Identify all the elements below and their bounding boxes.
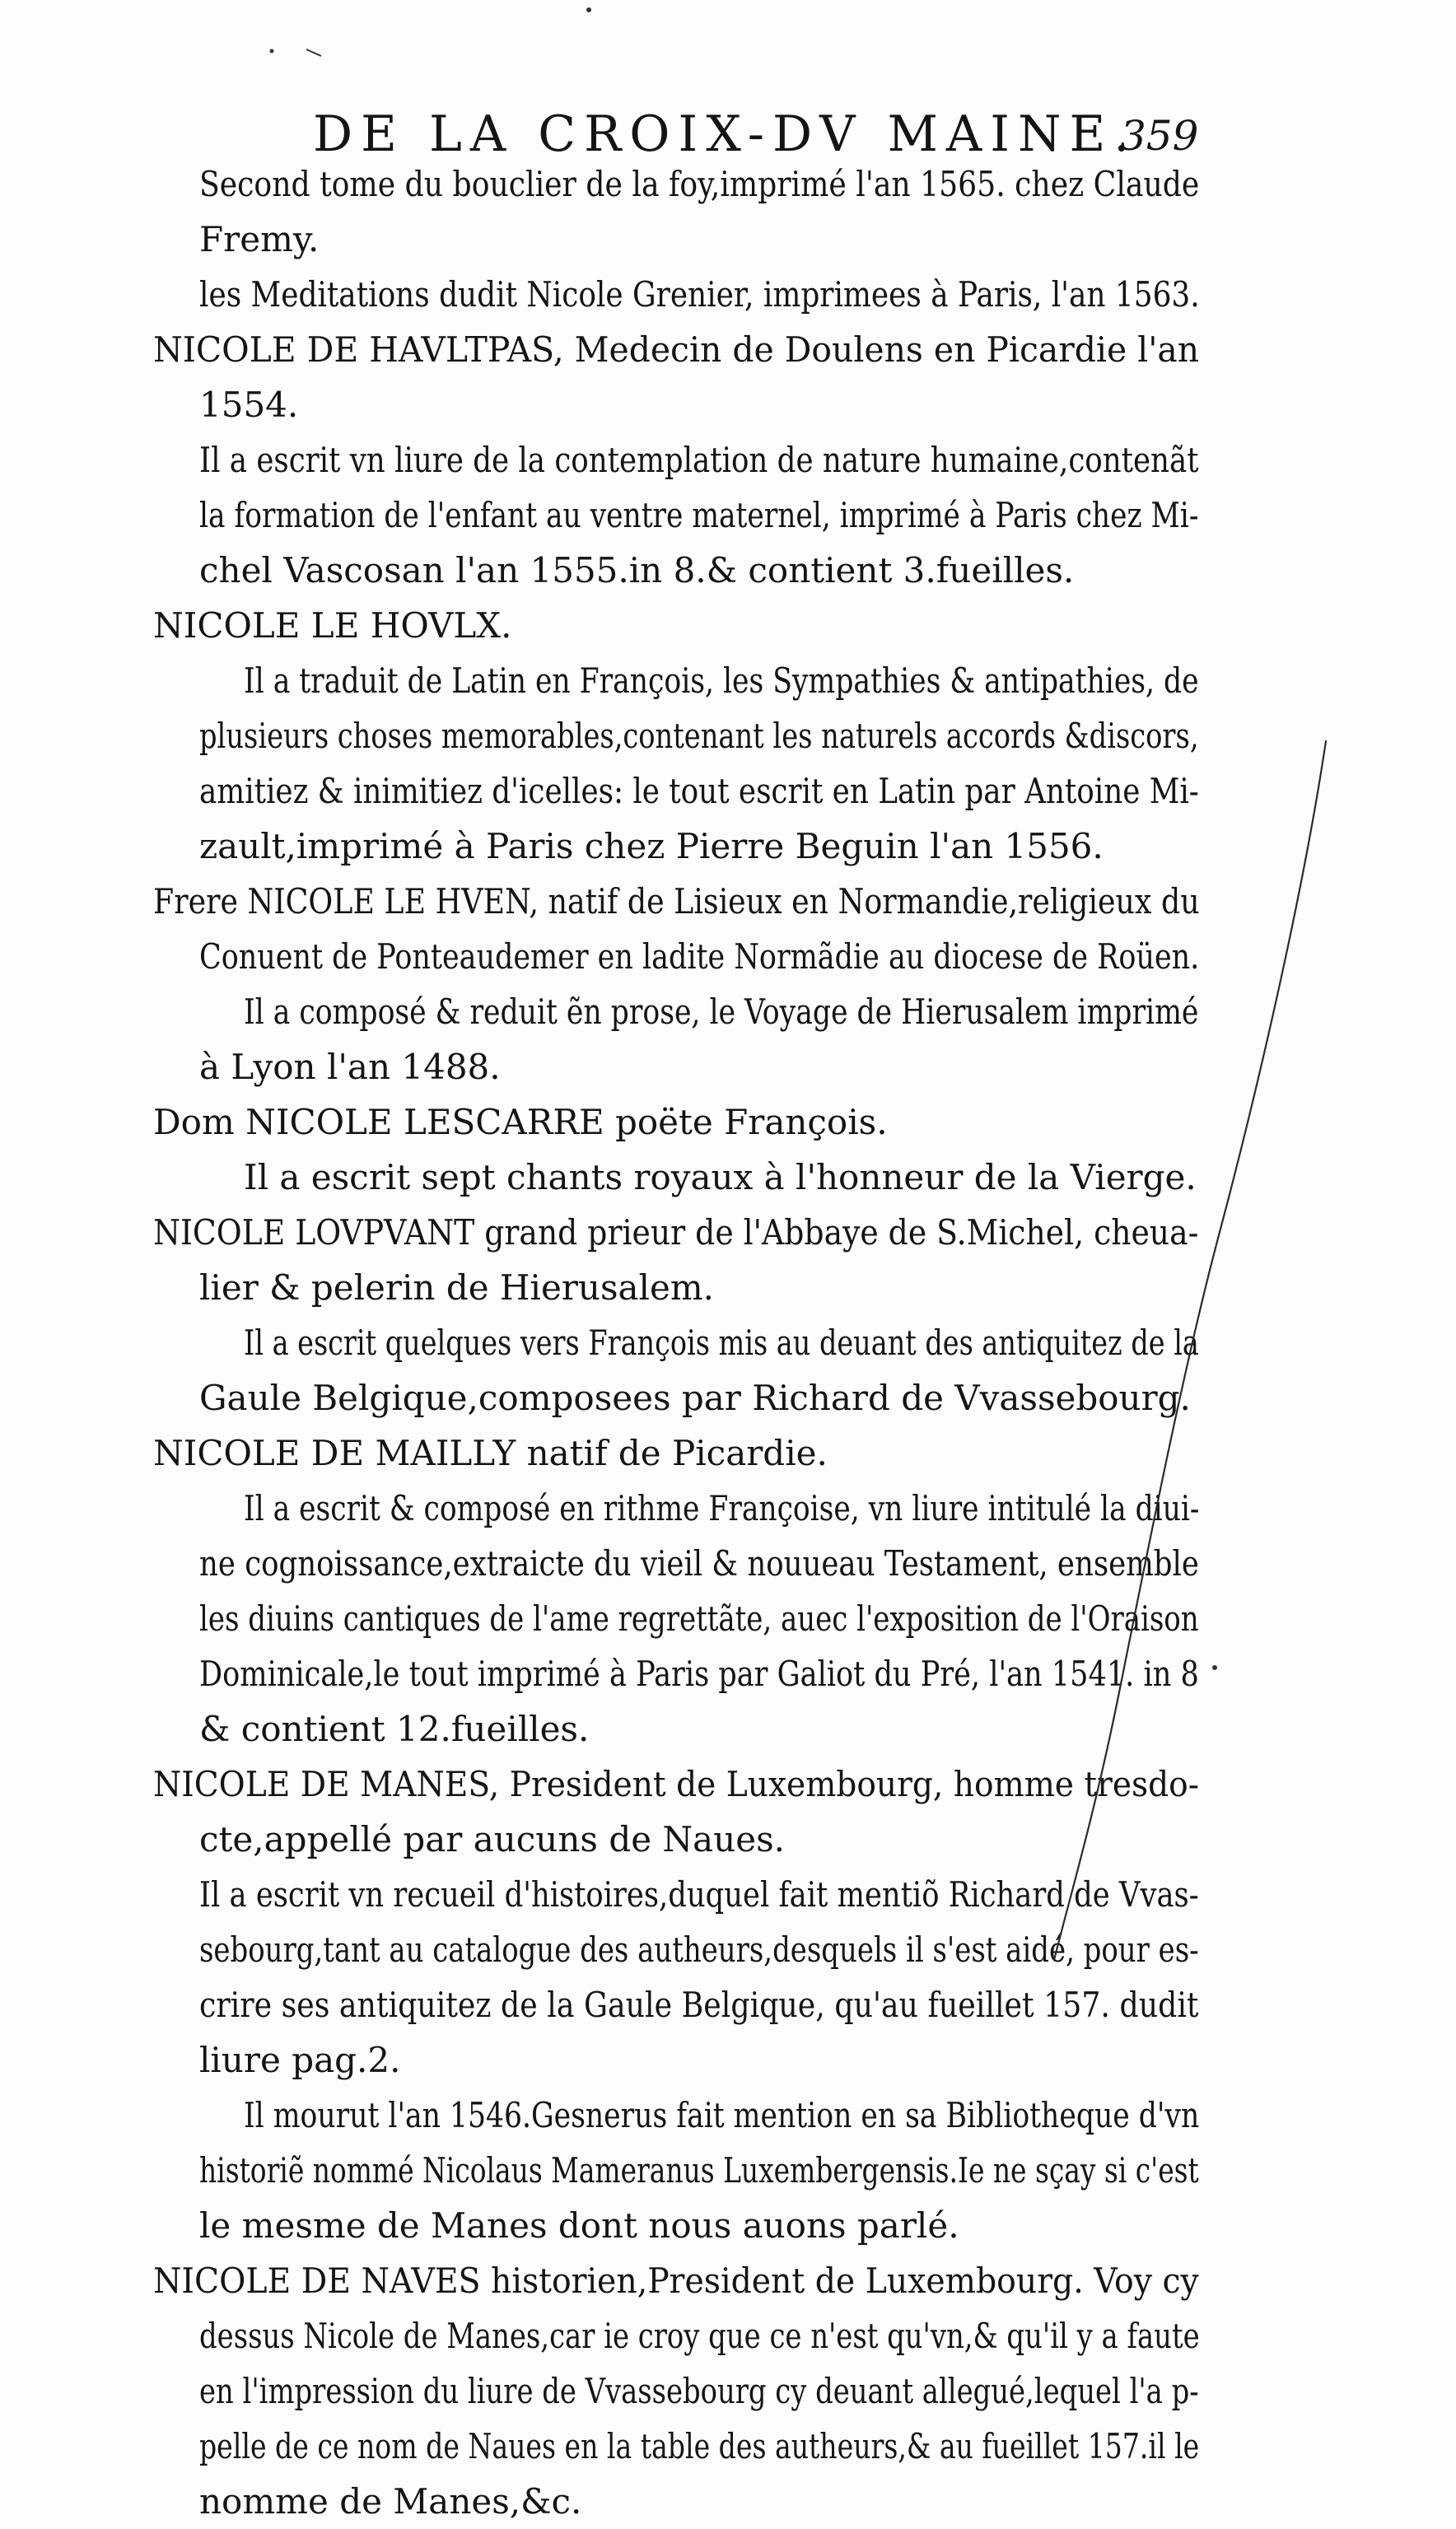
text-line — [153, 1591, 1199, 1646]
text-line — [153, 1646, 1199, 1701]
text-line — [153, 653, 1199, 708]
text-line — [153, 1481, 1199, 1536]
text-line-content: en l'impression du liure de Vvassebourg cy deuant allegué,lequel l'a p- — [199, 2371, 1199, 2411]
text-line — [153, 322, 1199, 377]
text-line-content: ne cognoissance,extraicte du vieil & nouueau Testament, ensemble — [199, 1543, 1199, 1584]
text-line — [153, 1260, 1199, 1315]
text-line-content: les Meditations dudit Nicole Grenier, imprimees à Paris, l'an 1563. — [199, 274, 1200, 315]
text-line-content: 1554. — [199, 385, 299, 425]
text-line-content: pelle de ce nom de Naues en la table des autheurs,& au fueillet 157.il le — [199, 2426, 1200, 2466]
text-line — [153, 2198, 1199, 2253]
text-line — [153, 1867, 1199, 1922]
text-line — [153, 2143, 1199, 2198]
text-line — [153, 1425, 1199, 1481]
text-line-content: la formation de l'enfant au ventre maternel, imprimé à Paris chez Mi- — [199, 495, 1199, 535]
text-line-content: Il a escrit vn recueil d'histoires,duquel fait mentiõ Richard de Vvas- — [199, 1874, 1199, 1915]
text-line-content: Il a escrit & composé en rithme Françoise, vn liure intitulé la diui- — [244, 1488, 1200, 1528]
text-line — [153, 1094, 1199, 1150]
text-line — [153, 598, 1199, 653]
text-line-content: dessus Nicole de Manes,car ie croy que ce n'est qu'vn,& qu'il y a faute — [199, 2316, 1200, 2356]
text-line-content: Frere NICOLE LE HVEN, natif de Lisieux en Normandie,religieux du — [153, 881, 1200, 922]
text-line-content: les diuins cantiques de l'ame regrettãte, auec l'exposition de l'Oraison — [199, 1598, 1199, 1639]
text-line — [153, 1039, 1199, 1094]
text-line-content: Fremy. — [199, 219, 320, 259]
text-line — [153, 819, 1199, 874]
text-line — [153, 488, 1199, 543]
text-line — [153, 1701, 1199, 1757]
text-line-content: amitiez & inimitiez d'icelles: le tout escrit en Latin par Antoine Mi- — [199, 771, 1199, 811]
text-line — [153, 267, 1199, 322]
text-line — [153, 2308, 1199, 2363]
text-line-content: cte,appellé par aucuns de Naues. — [199, 1819, 786, 1859]
text-line-content: chel Vascosan l'an 1555.in 8.& contient 3.fueilles. — [199, 550, 1075, 590]
text-line-content: à Lyon l'an 1488. — [199, 1047, 501, 1087]
text-line — [153, 1812, 1199, 1867]
text-line — [153, 2032, 1199, 2088]
text-line — [153, 1977, 1199, 2032]
text-line — [153, 1370, 1199, 1425]
text-line — [153, 156, 1199, 212]
text-line-content: NICOLE DE MANES, President de Luxembourg, homme tresdo- — [153, 1764, 1199, 1804]
text-line-content: Il a escrit vn liure de la contemplation de nature humaine,contenãt — [199, 440, 1199, 480]
text-line-content: historiẽ nommé Nicolaus Mameranus Luxembergensis.Ie ne sçay si c'est — [199, 2150, 1199, 2191]
text-line — [153, 929, 1199, 984]
text-line — [153, 763, 1199, 819]
text-line — [153, 212, 1199, 267]
text-line-content: nomme de Manes,&c. — [199, 2481, 582, 2522]
text-line-content: Il a composé & reduit ẽn prose, le Voyage de Hierusalem imprimé — [244, 992, 1199, 1032]
text-block — [153, 156, 1199, 2529]
text-line-content: Il a escrit sept chants royaux à l'honneur de la Vierge. — [244, 1157, 1197, 1197]
text-line-content: Il mourut l'an 1546.Gesnerus fait mention en sa Bibliotheque d'vn — [244, 2095, 1200, 2135]
text-line-content: Conuent de Ponteaudemer en ladite Normãdie au diocese de Roüen. — [199, 936, 1200, 977]
text-line — [153, 377, 1199, 432]
text-line-content: NICOLE DE HAVLTPAS, Medecin de Doulens en Picardie l'an — [153, 329, 1200, 370]
text-line-content: lier & pelerin de Hierusalem. — [199, 1267, 715, 1308]
text-line — [153, 432, 1199, 488]
text-line — [153, 874, 1199, 929]
text-line-content: Il a traduit de Latin en François, les Sympathies & antipathies, de — [244, 660, 1199, 701]
text-line — [153, 1536, 1199, 1591]
text-line — [153, 1150, 1199, 1205]
text-line — [153, 1757, 1199, 1812]
text-line — [153, 984, 1199, 1039]
text-line-content: NICOLE DE NAVES historien,President de Luxembourg. Voy cy — [153, 2261, 1199, 2301]
text-line-content: liure pag.2. — [199, 2040, 401, 2080]
text-line — [153, 1315, 1199, 1370]
text-line-content: & contient 12.fueilles. — [199, 1709, 590, 1749]
running-head: DE LA CROIX-DV MAINE. — [313, 105, 1138, 163]
text-line — [153, 2363, 1199, 2419]
text-line-content: Second tome du bouclier de la foy,imprimé l'an 1565. chez Claude — [199, 164, 1200, 204]
text-line-content: sebourg,tant au catalogue des autheurs,desquels il s'est aidé, pour es- — [199, 1929, 1199, 1970]
text-line — [153, 2474, 1199, 2529]
text-line-content: Gaule Belgique,composees par Richard de Vvassebourg. — [199, 1378, 1191, 1418]
text-line-content: plusieurs choses memorables,contenant les naturels accords &discors, — [199, 716, 1199, 756]
text-line — [153, 708, 1199, 763]
text-line-content: Il a escrit quelques vers François mis au deuant des antiquitez de la — [244, 1323, 1199, 1363]
text-line — [153, 543, 1199, 598]
text-line-content: NICOLE LOVPVANT grand prieur de l'Abbaye de S.Michel, cheua- — [153, 1212, 1199, 1253]
text-line-content: Dominicale,le tout imprimé à Paris par Galiot du Pré, l'an 1541. in 8 — [199, 1654, 1199, 1694]
text-line — [153, 2419, 1199, 2474]
text-line — [153, 2253, 1199, 2308]
text-line — [153, 1922, 1199, 1977]
page-number: 359 — [1120, 112, 1199, 160]
text-line-content: NICOLE DE MAILLY natif de Picardie. — [153, 1433, 828, 1473]
text-line-content: crire ses antiquitez de la Gaule Belgique, qu'au fueillet 157. dudit — [199, 1985, 1199, 2025]
text-line-content: Dom NICOLE LESCARRE poëte François. — [153, 1102, 888, 1142]
text-line-content: NICOLE LE HOVLX. — [153, 605, 512, 646]
text-line-content: zault,imprimé à Paris chez Pierre Beguin l'an 1556. — [199, 826, 1104, 866]
text-line — [153, 1205, 1199, 1260]
text-line-content: le mesme de Manes dont nous auons parlé. — [199, 2205, 959, 2246]
text-line — [153, 2088, 1199, 2143]
